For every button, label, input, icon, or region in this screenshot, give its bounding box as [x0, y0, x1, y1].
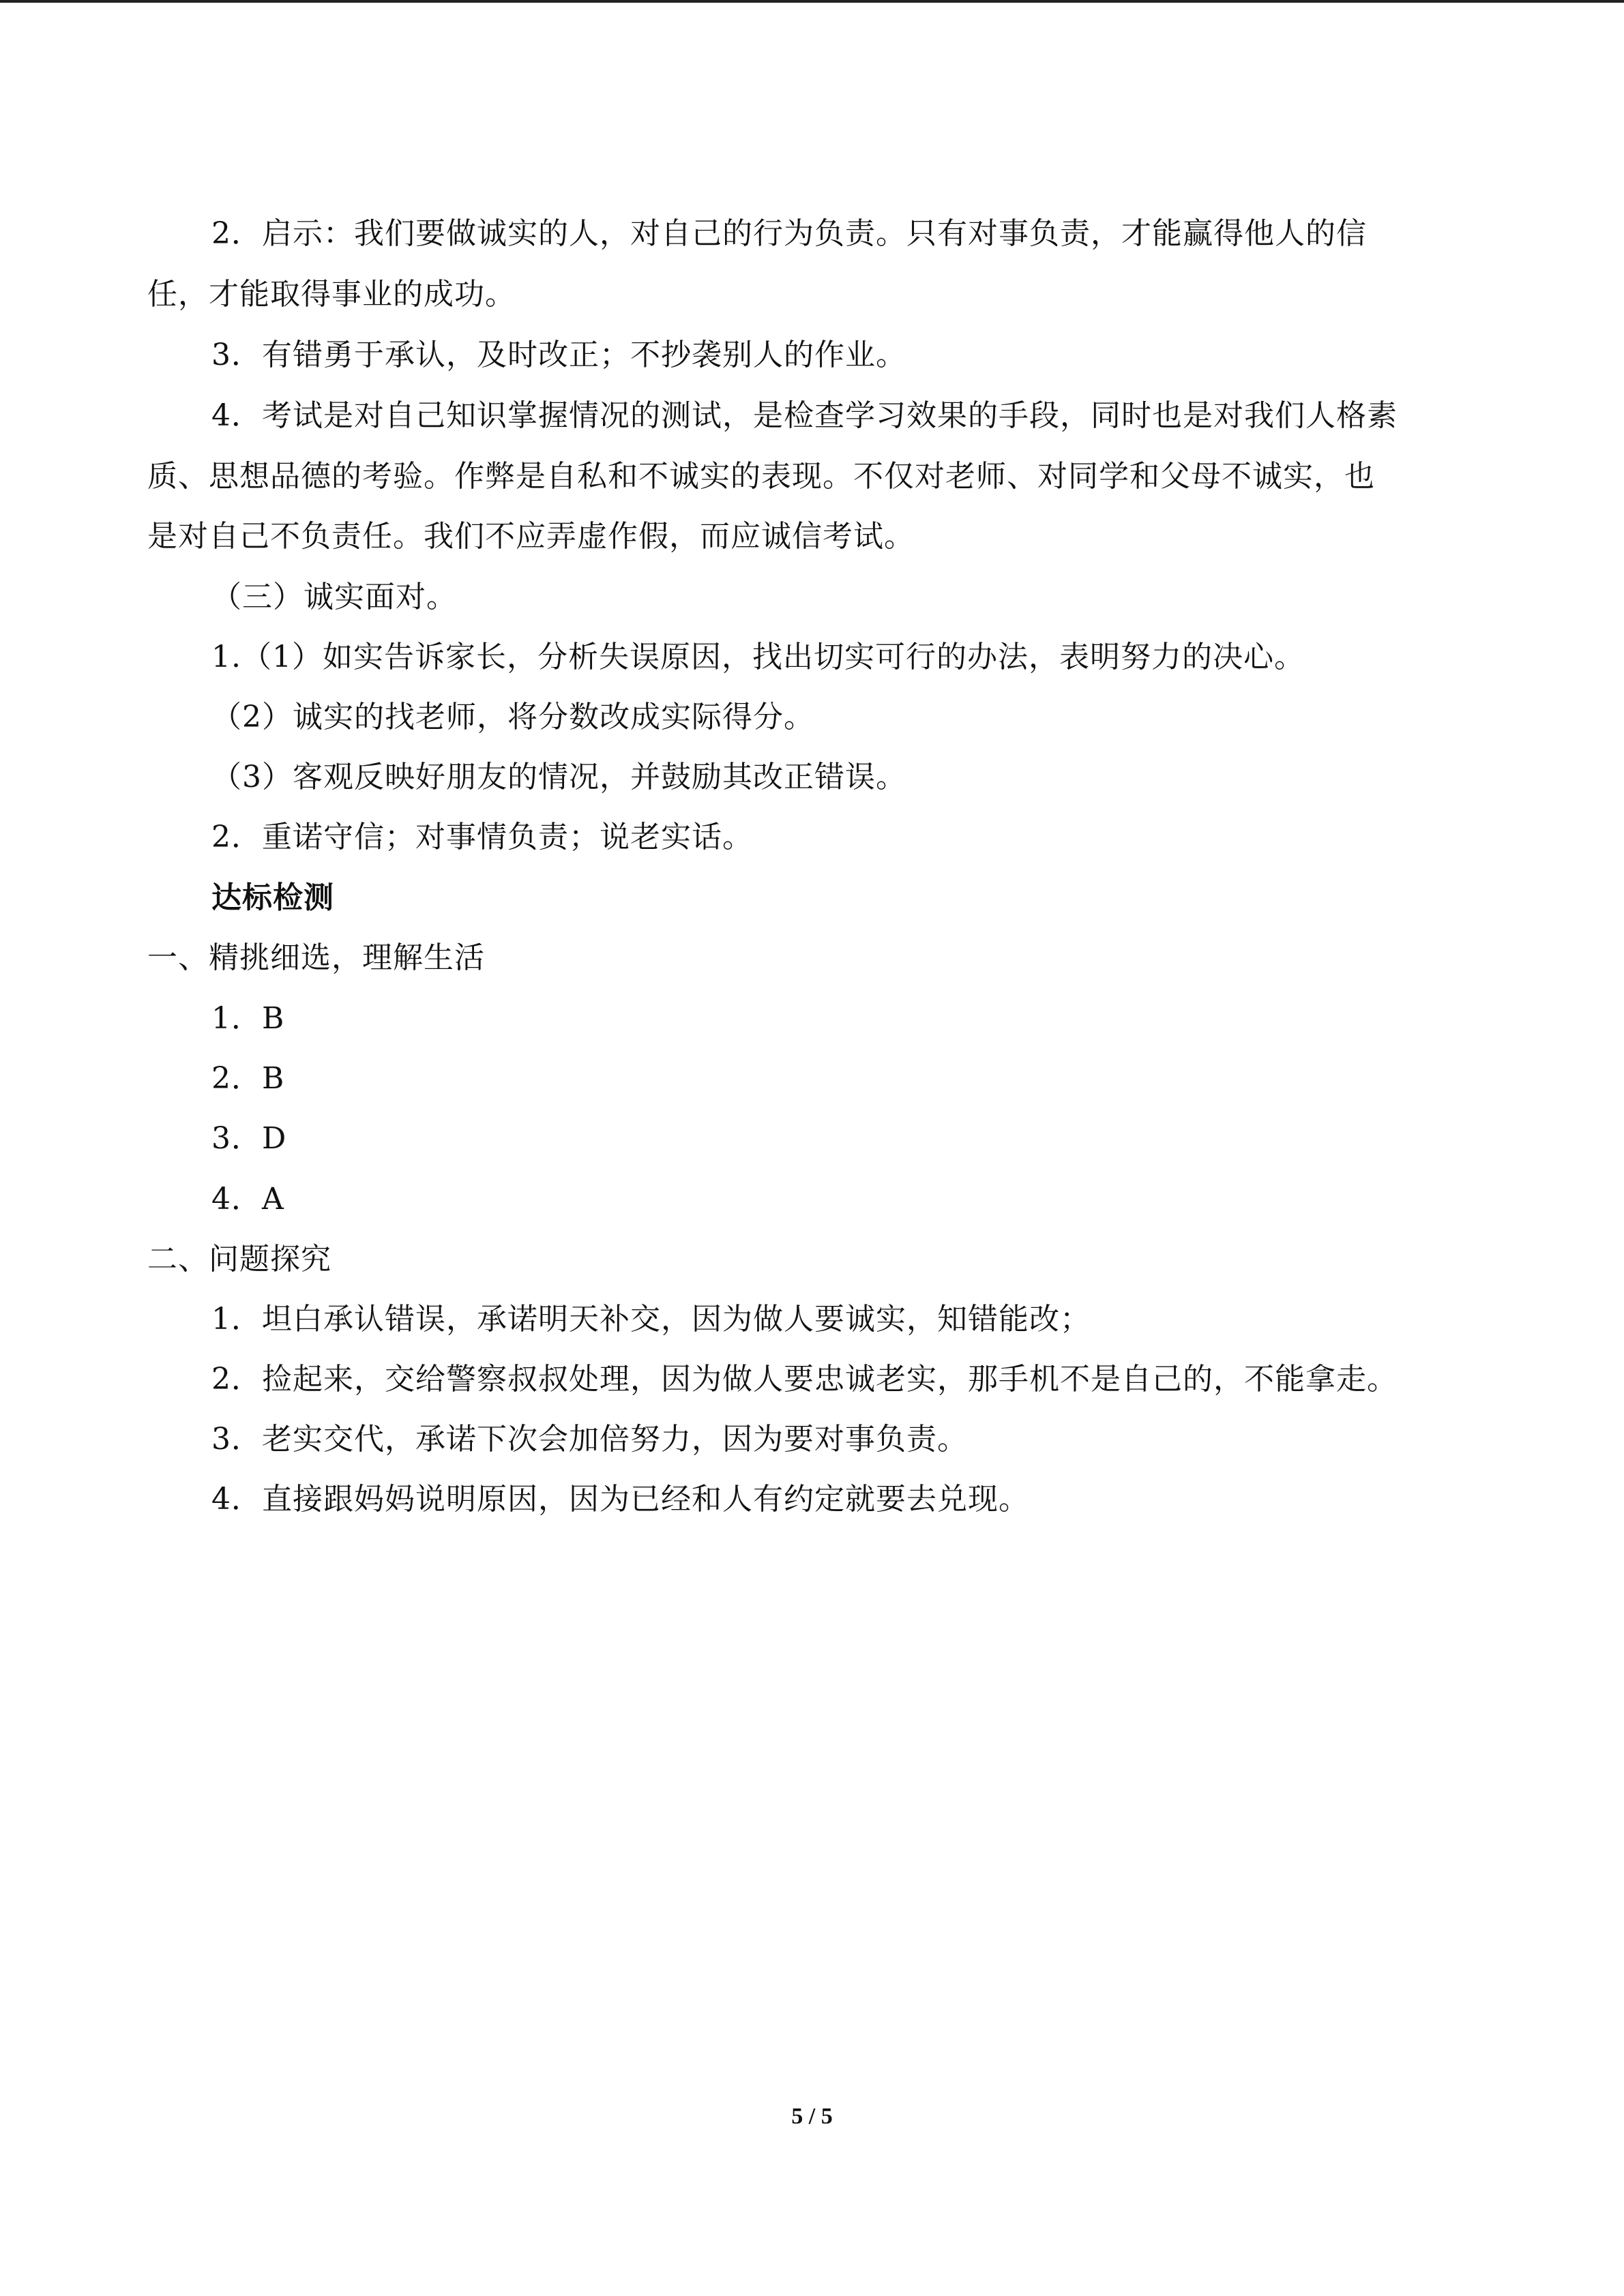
- answer-line-2-promise: 2．重诺守信；对事情负责；说老实话。: [211, 820, 753, 854]
- section-title-assessment: 达标检测: [211, 880, 334, 915]
- choice-answer-1: 1．B: [211, 1001, 285, 1036]
- inquiry-answer-2: 2．捡起来，交给警察叔叔处理，因为做人要忠诚老实，那手机不是自己的，不能拿走。: [211, 1362, 1398, 1397]
- inquiry-answer-1: 1．坦白承认错误，承诺明天补交，因为做人要诚实，知错能改；: [211, 1302, 1091, 1337]
- answer-line-2-continued: 任，才能取得事业的成功。: [147, 277, 516, 312]
- choice-answer-3: 3．D: [211, 1121, 287, 1156]
- section-heading-honest-facing: （三）诚实面对。: [211, 580, 457, 614]
- answer-line-4-continued-b: 是对自己不负责任。我们不应弄虚作假，而应诚信考试。: [147, 519, 915, 554]
- part-two-heading: 二、问题探究: [147, 1242, 331, 1277]
- answer-line-4-continued-a: 质、思想品德的考验。作弊是自私和不诚实的表现。不仅对老师、对同学和父母不诚实，也: [147, 459, 1375, 494]
- answer-line-1-1: 1.（1）如实告诉家长，分析失误原因，找出切实可行的办法，表明努力的决心。: [211, 640, 1305, 674]
- choice-answer-2: 2．B: [211, 1061, 285, 1096]
- page-number: 5 / 5: [791, 2104, 833, 2129]
- answer-line-1-2: （2）诚实的找老师，将分数改成实际得分。: [211, 700, 814, 734]
- choice-answer-4: 4．A: [211, 1182, 284, 1217]
- inquiry-answer-3: 3．老实交代，承诺下次会加倍努力，因为要对事负责。: [211, 1422, 968, 1457]
- answer-line-3: 3．有错勇于承认，及时改正；不抄袭别人的作业。: [211, 338, 906, 372]
- answer-line-4: 4．考试是对自己知识掌握情况的测试，是检查学习效果的手段，同时也是对我们人格素: [211, 398, 1398, 433]
- answer-line-2-enlightenment: 2．启示：我们要做诚实的人，对自己的行为负责。只有对事负责，才能赢得他人的信: [211, 216, 1367, 251]
- inquiry-answer-4: 4．直接跟妈妈说明原因，因为已经和人有约定就要去兑现。: [211, 1482, 1029, 1517]
- part-one-heading: 一、精挑细选，理解生活: [147, 940, 485, 975]
- answer-line-1-3: （3）客观反映好朋友的情况，并鼓励其改正错误。: [211, 760, 906, 794]
